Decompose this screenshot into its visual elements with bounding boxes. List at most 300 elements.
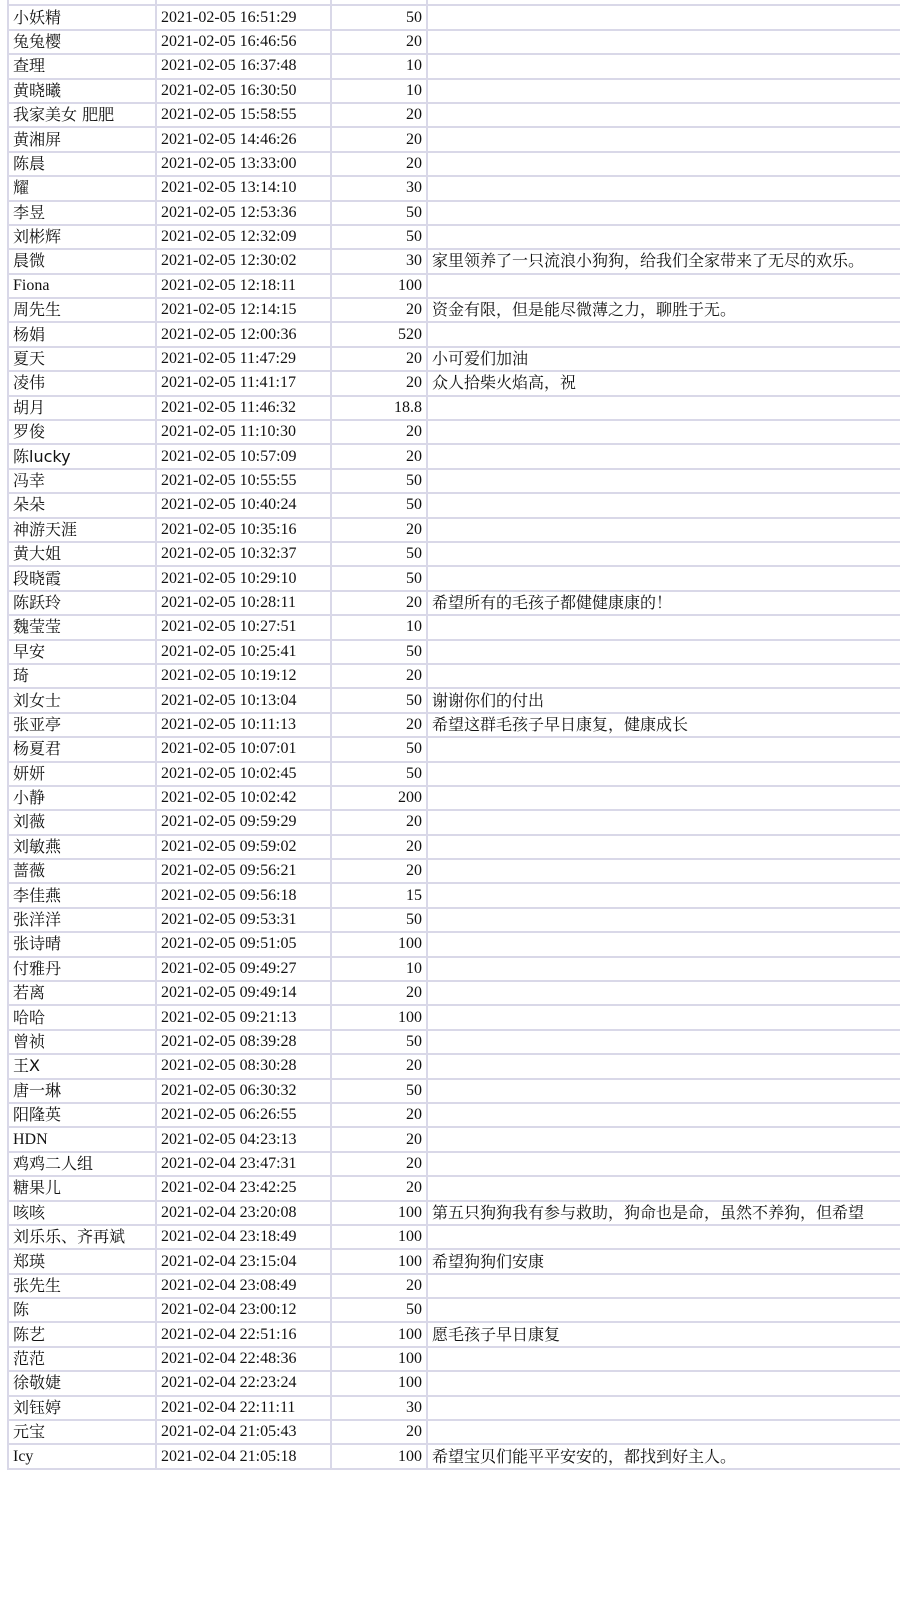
- donor-name-cell: 杨娟: [8, 322, 156, 346]
- donation-amount-cell: 20: [331, 371, 427, 395]
- donation-message-cell: 家里领养了一只流浪小狗狗，给我们全家带来了无尽的欢乐。: [427, 249, 900, 273]
- donor-name-cell: 黄大姐: [8, 542, 156, 566]
- donation-time-cell: 2021-02-05 12:53:36: [156, 201, 331, 225]
- donation-message-cell: [427, 322, 900, 346]
- donor-name-cell: 胡月: [8, 396, 156, 420]
- donor-name-cell: 黄湘屏: [8, 127, 156, 151]
- donor-name-cell: 李佳燕: [8, 883, 156, 907]
- donor-name-cell: 曾祯: [8, 1030, 156, 1054]
- donation-time-cell: 2021-02-05 09:56:18: [156, 883, 331, 907]
- donation-message-cell: [427, 1396, 900, 1420]
- donation-time-cell: 2021-02-05 14:46:26: [156, 127, 331, 151]
- donation-message-cell: [427, 932, 900, 956]
- donation-time-cell: 2021-02-05 10:32:37: [156, 542, 331, 566]
- donation-amount-cell: 20: [331, 420, 427, 444]
- donation-time-cell: 2021-02-05 10:27:51: [156, 615, 331, 639]
- donor-name-cell: 黄晓曦: [8, 79, 156, 103]
- table-row: [8, 1396, 900, 1420]
- donation-amount-cell: 100: [331, 1322, 427, 1346]
- donation-message-cell: [427, 54, 900, 78]
- table-row: [8, 810, 900, 834]
- donation-amount-cell: 20: [331, 1127, 427, 1151]
- donor-name-cell: 徐敬婕: [8, 1371, 156, 1395]
- donation-message-cell: 谢谢你们的付出: [427, 688, 900, 712]
- donation-message-cell: [427, 615, 900, 639]
- donor-name-cell: 元宝: [8, 1420, 156, 1444]
- donation-time-cell: 2021-02-04 23:47:31: [156, 1152, 331, 1176]
- table-row: [8, 1103, 900, 1127]
- donation-message-cell: [427, 835, 900, 859]
- donor-name-cell: Fiona: [8, 274, 156, 298]
- donor-name-cell: 刘彬辉: [8, 225, 156, 249]
- donor-name-cell: 妍妍: [8, 762, 156, 786]
- table-row: [8, 1298, 900, 1322]
- donation-time-cell: 2021-02-05 09:59:02: [156, 835, 331, 859]
- donation-amount-cell: 50: [331, 1030, 427, 1054]
- donor-name-cell: 王X: [8, 1054, 156, 1078]
- donation-message-cell: [427, 469, 900, 493]
- donor-name-cell: 刘乐乐、齐再斌: [8, 1225, 156, 1249]
- donation-message-cell: [427, 225, 900, 249]
- donation-amount-cell: 50: [331, 737, 427, 761]
- donation-message-cell: [427, 518, 900, 542]
- donation-message-cell: [427, 1005, 900, 1029]
- table-row: [8, 1444, 900, 1468]
- donation-message-cell: [427, 1030, 900, 1054]
- donor-name-cell: 罗俊: [8, 420, 156, 444]
- donation-amount-cell: 50: [331, 640, 427, 664]
- donation-amount-cell: 50: [331, 542, 427, 566]
- donation-message-cell: 小可爱们加油: [427, 347, 900, 371]
- donation-amount-cell: 50: [331, 908, 427, 932]
- donor-name-cell: 刘女士: [8, 688, 156, 712]
- donation-amount-cell: 20: [331, 1420, 427, 1444]
- donation-amount-cell: 10: [331, 957, 427, 981]
- donor-name-cell: 凌伟: [8, 371, 156, 395]
- donation-time-cell: 2021-02-05 09:51:05: [156, 932, 331, 956]
- donation-time-cell: 2021-02-05 15:58:55: [156, 103, 331, 127]
- donation-time-cell: 2021-02-05 10:55:55: [156, 469, 331, 493]
- table-row: [8, 103, 900, 127]
- donation-amount-cell: 50: [331, 688, 427, 712]
- donor-name-cell: 段晓霞: [8, 566, 156, 590]
- donation-time-cell: 2021-02-04 23:42:25: [156, 1176, 331, 1200]
- table-row: [8, 1322, 900, 1346]
- donor-name-cell: 若离: [8, 981, 156, 1005]
- table-row: [8, 347, 900, 371]
- donation-amount-cell: 30: [331, 1396, 427, 1420]
- donor-name-cell: 朵朵: [8, 493, 156, 517]
- table-row: [8, 737, 900, 761]
- donation-time-cell: 2021-02-05 09:49:27: [156, 957, 331, 981]
- donation-message-cell: [427, 786, 900, 810]
- donation-amount-cell: 20: [331, 835, 427, 859]
- donation-time-cell: 2021-02-05 10:40:24: [156, 493, 331, 517]
- table-row: [8, 883, 900, 907]
- table-row: [8, 225, 900, 249]
- donation-message-cell: 第五只狗狗我有参与救助，狗命也是命，虽然不养狗，但希望: [427, 1201, 900, 1225]
- donation-time-cell: 2021-02-05 09:56:21: [156, 859, 331, 883]
- donation-time-cell: 2021-02-05 09:53:31: [156, 908, 331, 932]
- donation-time-cell: 2021-02-04 23:15:04: [156, 1249, 331, 1273]
- donation-time-cell: 2021-02-05 12:30:02: [156, 249, 331, 273]
- donation-time-cell: 2021-02-05 06:30:32: [156, 1079, 331, 1103]
- donation-time-cell: 2021-02-05 10:02:45: [156, 762, 331, 786]
- donation-message-cell: 希望宝贝们能平平安安的，都找到好主人。: [427, 1444, 900, 1468]
- donation-message-cell: [427, 957, 900, 981]
- table-row: [8, 249, 900, 273]
- donation-message-cell: 愿毛孩子早日康复: [427, 1322, 900, 1346]
- donation-time-cell: 2021-02-05 10:57:09: [156, 444, 331, 468]
- table-row: [8, 1420, 900, 1444]
- donation-time-cell: 2021-02-04 22:11:11: [156, 1396, 331, 1420]
- donation-time-cell: 2021-02-05 16:46:56: [156, 30, 331, 54]
- table-row: [8, 493, 900, 517]
- donation-time-cell: 2021-02-05 11:47:29: [156, 347, 331, 371]
- donor-name-cell: 兔兔樱: [8, 30, 156, 54]
- donation-time-cell: 2021-02-05 16:37:48: [156, 54, 331, 78]
- donor-name-cell: 范范: [8, 1347, 156, 1371]
- donation-message-cell: [427, 444, 900, 468]
- donation-message-cell: [427, 737, 900, 761]
- donation-amount-cell: 15: [331, 883, 427, 907]
- donor-name-cell: 冯幸: [8, 469, 156, 493]
- donor-name-cell: Icy: [8, 1444, 156, 1468]
- donor-name-cell: 小妖精: [8, 5, 156, 29]
- table-row: [8, 1127, 900, 1151]
- donation-amount-cell: 100: [331, 1225, 427, 1249]
- table-row: [8, 932, 900, 956]
- donation-amount-cell: 10: [331, 54, 427, 78]
- donation-time-cell: 2021-02-05 10:11:13: [156, 713, 331, 737]
- table-row: [8, 908, 900, 932]
- table-row: [8, 201, 900, 225]
- donation-amount-cell: 100: [331, 274, 427, 298]
- donation-message-cell: [427, 1127, 900, 1151]
- table-row: [8, 1152, 900, 1176]
- table-row: [8, 859, 900, 883]
- table-row: [8, 54, 900, 78]
- donation-amount-cell: 10: [331, 79, 427, 103]
- donor-name-cell: 陈晨: [8, 152, 156, 176]
- table-row: [8, 640, 900, 664]
- table-row: [8, 762, 900, 786]
- donation-message-cell: 资金有限，但是能尽微薄之力，聊胜于无。: [427, 298, 900, 322]
- donation-amount-cell: 20: [331, 444, 427, 468]
- donation-amount-cell: 50: [331, 5, 427, 29]
- donation-amount-cell: 20: [331, 1054, 427, 1078]
- donation-message-cell: [427, 396, 900, 420]
- donation-message-cell: [427, 1079, 900, 1103]
- donation-message-cell: [427, 542, 900, 566]
- donation-message-cell: [427, 30, 900, 54]
- donation-time-cell: 2021-02-04 21:05:18: [156, 1444, 331, 1468]
- table-row: [8, 420, 900, 444]
- donation-time-cell: 2021-02-05 10:19:12: [156, 664, 331, 688]
- table-row: [8, 469, 900, 493]
- donation-message-cell: [427, 640, 900, 664]
- donation-amount-cell: 50: [331, 225, 427, 249]
- donation-amount-cell: 20: [331, 1274, 427, 1298]
- donation-time-cell: 2021-02-05 09:59:29: [156, 810, 331, 834]
- donation-time-cell: 2021-02-04 23:20:08: [156, 1201, 331, 1225]
- donation-amount-cell: 20: [331, 30, 427, 54]
- donation-amount-cell: 100: [331, 1347, 427, 1371]
- donation-message-cell: [427, 493, 900, 517]
- donation-time-cell: 2021-02-05 11:46:32: [156, 396, 331, 420]
- donation-amount-cell: 20: [331, 347, 427, 371]
- donor-name-cell: 周先生: [8, 298, 156, 322]
- table-row: [8, 615, 900, 639]
- donation-time-cell: 2021-02-05 10:07:01: [156, 737, 331, 761]
- donation-amount-cell: 20: [331, 859, 427, 883]
- donation-time-cell: 2021-02-05 10:29:10: [156, 566, 331, 590]
- table-row: [8, 5, 900, 29]
- donor-name-cell: 陈跃玲: [8, 591, 156, 615]
- donation-time-cell: 2021-02-05 10:25:41: [156, 640, 331, 664]
- table-row: [8, 298, 900, 322]
- donation-message-cell: 希望所有的毛孩子都健健康康的！: [427, 591, 900, 615]
- donation-time-cell: 2021-02-05 12:18:11: [156, 274, 331, 298]
- table-row: [8, 127, 900, 151]
- donation-message-cell: [427, 127, 900, 151]
- donor-name-cell: 陈艺: [8, 1322, 156, 1346]
- donation-amount-cell: 100: [331, 932, 427, 956]
- table-row: [8, 957, 900, 981]
- table-row: [8, 713, 900, 737]
- donor-name-cell: 付雅丹: [8, 957, 156, 981]
- donor-name-cell: 蔷薇: [8, 859, 156, 883]
- table-row: [8, 396, 900, 420]
- donor-name-cell: 杨夏君: [8, 737, 156, 761]
- donation-message-cell: [427, 1298, 900, 1322]
- donation-time-cell: 2021-02-05 12:14:15: [156, 298, 331, 322]
- donation-amount-cell: 20: [331, 591, 427, 615]
- table-row: [8, 591, 900, 615]
- donor-name-cell: 早安: [8, 640, 156, 664]
- donation-amount-cell: 200: [331, 786, 427, 810]
- donation-amount-cell: 50: [331, 469, 427, 493]
- donor-name-cell: 咳咳: [8, 1201, 156, 1225]
- donor-name-cell: 神游天涯: [8, 518, 156, 542]
- donor-name-cell: HDN: [8, 1127, 156, 1151]
- donation-time-cell: 2021-02-04 23:08:49: [156, 1274, 331, 1298]
- donation-time-cell: 2021-02-04 23:00:12: [156, 1298, 331, 1322]
- donation-message-cell: [427, 1347, 900, 1371]
- table-row: [8, 518, 900, 542]
- donation-table-body: [8, 0, 900, 1469]
- donor-name-cell: 张亚亭: [8, 713, 156, 737]
- donation-amount-cell: 50: [331, 1079, 427, 1103]
- table-row: [8, 322, 900, 346]
- donation-message-cell: [427, 201, 900, 225]
- table-row: [8, 1201, 900, 1225]
- donation-message-cell: [427, 859, 900, 883]
- donation-amount-cell: 20: [331, 810, 427, 834]
- donor-name-cell: 魏莹莹: [8, 615, 156, 639]
- table-row: [8, 981, 900, 1005]
- donation-amount-cell: 10: [331, 615, 427, 639]
- donor-name-cell: 我家美女 肥肥: [8, 103, 156, 127]
- donation-time-cell: 2021-02-05 09:21:13: [156, 1005, 331, 1029]
- table-row: [8, 444, 900, 468]
- donation-message-cell: 希望这群毛孩子早日康复，健康成长: [427, 713, 900, 737]
- donation-time-cell: 2021-02-05 16:51:29: [156, 5, 331, 29]
- donor-name-cell: 阳隆英: [8, 1103, 156, 1127]
- donation-time-cell: 2021-02-04 21:05:43: [156, 1420, 331, 1444]
- donor-name-cell: 唐一琳: [8, 1079, 156, 1103]
- donation-message-cell: [427, 176, 900, 200]
- donor-name-cell: 刘敏燕: [8, 835, 156, 859]
- donation-time-cell: 2021-02-04 22:51:16: [156, 1322, 331, 1346]
- table-row: [8, 566, 900, 590]
- donation-message-cell: 希望狗狗们安康: [427, 1249, 900, 1273]
- donation-time-cell: 2021-02-05 12:00:36: [156, 322, 331, 346]
- donor-name-cell: 鸡鸡二人组: [8, 1152, 156, 1176]
- donation-message-cell: 众人拾柴火焰高，祝: [427, 371, 900, 395]
- donation-message-cell: [427, 79, 900, 103]
- donation-message-cell: [427, 1054, 900, 1078]
- donation-message-cell: [427, 1103, 900, 1127]
- donation-time-cell: 2021-02-05 13:33:00: [156, 152, 331, 176]
- donation-time-cell: 2021-02-05 11:10:30: [156, 420, 331, 444]
- table-row: [8, 152, 900, 176]
- donation-amount-cell: 20: [331, 713, 427, 737]
- donation-amount-cell: 20: [331, 1176, 427, 1200]
- donation-message-cell: [427, 5, 900, 29]
- donor-name-cell: 张诗晴: [8, 932, 156, 956]
- donor-name-cell: 刘薇: [8, 810, 156, 834]
- table-row: [8, 1347, 900, 1371]
- table-row: [8, 664, 900, 688]
- donation-amount-cell: 100: [331, 1371, 427, 1395]
- table-row: [8, 1176, 900, 1200]
- donation-message-cell: [427, 420, 900, 444]
- donation-time-cell: 2021-02-05 04:23:13: [156, 1127, 331, 1151]
- table-row: [8, 1079, 900, 1103]
- donation-amount-cell: 50: [331, 1298, 427, 1322]
- donation-amount-cell: 100: [331, 1005, 427, 1029]
- table-row: [8, 1005, 900, 1029]
- donation-time-cell: 2021-02-05 11:41:17: [156, 371, 331, 395]
- table-row: [8, 688, 900, 712]
- donation-amount-cell: 20: [331, 664, 427, 688]
- table-row: [8, 371, 900, 395]
- donor-name-cell: 陈lucky: [8, 444, 156, 468]
- donor-name-cell: 糖果儿: [8, 1176, 156, 1200]
- donation-table: [7, 0, 900, 1470]
- donor-name-cell: 哈哈: [8, 1005, 156, 1029]
- table-row: [8, 1225, 900, 1249]
- table-row: [8, 786, 900, 810]
- donation-time-cell: 2021-02-05 10:02:42: [156, 786, 331, 810]
- donation-time-cell: 2021-02-05 09:49:14: [156, 981, 331, 1005]
- donation-time-cell: 2021-02-04 23:18:49: [156, 1225, 331, 1249]
- donor-name-cell: 刘钰婷: [8, 1396, 156, 1420]
- donation-time-cell: 2021-02-04 22:48:36: [156, 1347, 331, 1371]
- donation-amount-cell: 50: [331, 762, 427, 786]
- donor-name-cell: 郑瑛: [8, 1249, 156, 1273]
- donation-amount-cell: 18.8: [331, 396, 427, 420]
- donor-name-cell: 张先生: [8, 1274, 156, 1298]
- donation-message-cell: [427, 908, 900, 932]
- table-row: [8, 1274, 900, 1298]
- donor-name-cell: 夏天: [8, 347, 156, 371]
- donation-amount-cell: 20: [331, 981, 427, 1005]
- donation-time-cell: 2021-02-05 10:35:16: [156, 518, 331, 542]
- donor-name-cell: 查理: [8, 54, 156, 78]
- table-row: [8, 542, 900, 566]
- donation-amount-cell: 20: [331, 127, 427, 151]
- donation-message-cell: [427, 810, 900, 834]
- donation-message-cell: [427, 103, 900, 127]
- table-row: [8, 1030, 900, 1054]
- table-row: [8, 1054, 900, 1078]
- donor-name-cell: 琦: [8, 664, 156, 688]
- donation-message-cell: [427, 1371, 900, 1395]
- table-row: [8, 1249, 900, 1273]
- donation-message-cell: [427, 762, 900, 786]
- donation-amount-cell: 20: [331, 152, 427, 176]
- table-row: [8, 176, 900, 200]
- donor-name-cell: 张洋洋: [8, 908, 156, 932]
- donation-amount-cell: 20: [331, 1152, 427, 1176]
- donation-amount-cell: 50: [331, 201, 427, 225]
- donation-amount-cell: 20: [331, 1103, 427, 1127]
- donation-message-cell: [427, 981, 900, 1005]
- donation-amount-cell: 50: [331, 493, 427, 517]
- donation-amount-cell: 20: [331, 518, 427, 542]
- table-row: [8, 1371, 900, 1395]
- donation-message-cell: [427, 1420, 900, 1444]
- donation-time-cell: 2021-02-04 22:23:24: [156, 1371, 331, 1395]
- donation-time-cell: 2021-02-05 06:26:55: [156, 1103, 331, 1127]
- donation-amount-cell: 100: [331, 1444, 427, 1468]
- donation-time-cell: 2021-02-05 10:28:11: [156, 591, 331, 615]
- donation-message-cell: [427, 1225, 900, 1249]
- donation-message-cell: [427, 883, 900, 907]
- donation-time-cell: 2021-02-05 16:30:50: [156, 79, 331, 103]
- donor-name-cell: 晨微: [8, 249, 156, 273]
- donor-name-cell: 小静: [8, 786, 156, 810]
- table-row: [8, 30, 900, 54]
- donation-amount-cell: 20: [331, 103, 427, 127]
- donor-name-cell: 陈: [8, 1298, 156, 1322]
- donor-name-cell: 耀: [8, 176, 156, 200]
- donation-amount-cell: 30: [331, 249, 427, 273]
- donation-amount-cell: 20: [331, 298, 427, 322]
- donation-time-cell: 2021-02-05 10:13:04: [156, 688, 331, 712]
- donation-amount-cell: 50: [331, 566, 427, 590]
- table-row: [8, 835, 900, 859]
- donation-message-cell: [427, 664, 900, 688]
- donor-name-cell: 李昱: [8, 201, 156, 225]
- donation-amount-cell: 100: [331, 1249, 427, 1273]
- table-row: [8, 274, 900, 298]
- donation-message-cell: [427, 1152, 900, 1176]
- donation-message-cell: [427, 1176, 900, 1200]
- table-row: [8, 79, 900, 103]
- donation-message-cell: [427, 274, 900, 298]
- donation-amount-cell: 100: [331, 1201, 427, 1225]
- donation-message-cell: [427, 566, 900, 590]
- donation-message-cell: [427, 152, 900, 176]
- donation-time-cell: 2021-02-05 13:14:10: [156, 176, 331, 200]
- donation-amount-cell: 30: [331, 176, 427, 200]
- donation-time-cell: 2021-02-05 12:32:09: [156, 225, 331, 249]
- donation-amount-cell: 520: [331, 322, 427, 346]
- donation-time-cell: 2021-02-05 08:30:28: [156, 1054, 331, 1078]
